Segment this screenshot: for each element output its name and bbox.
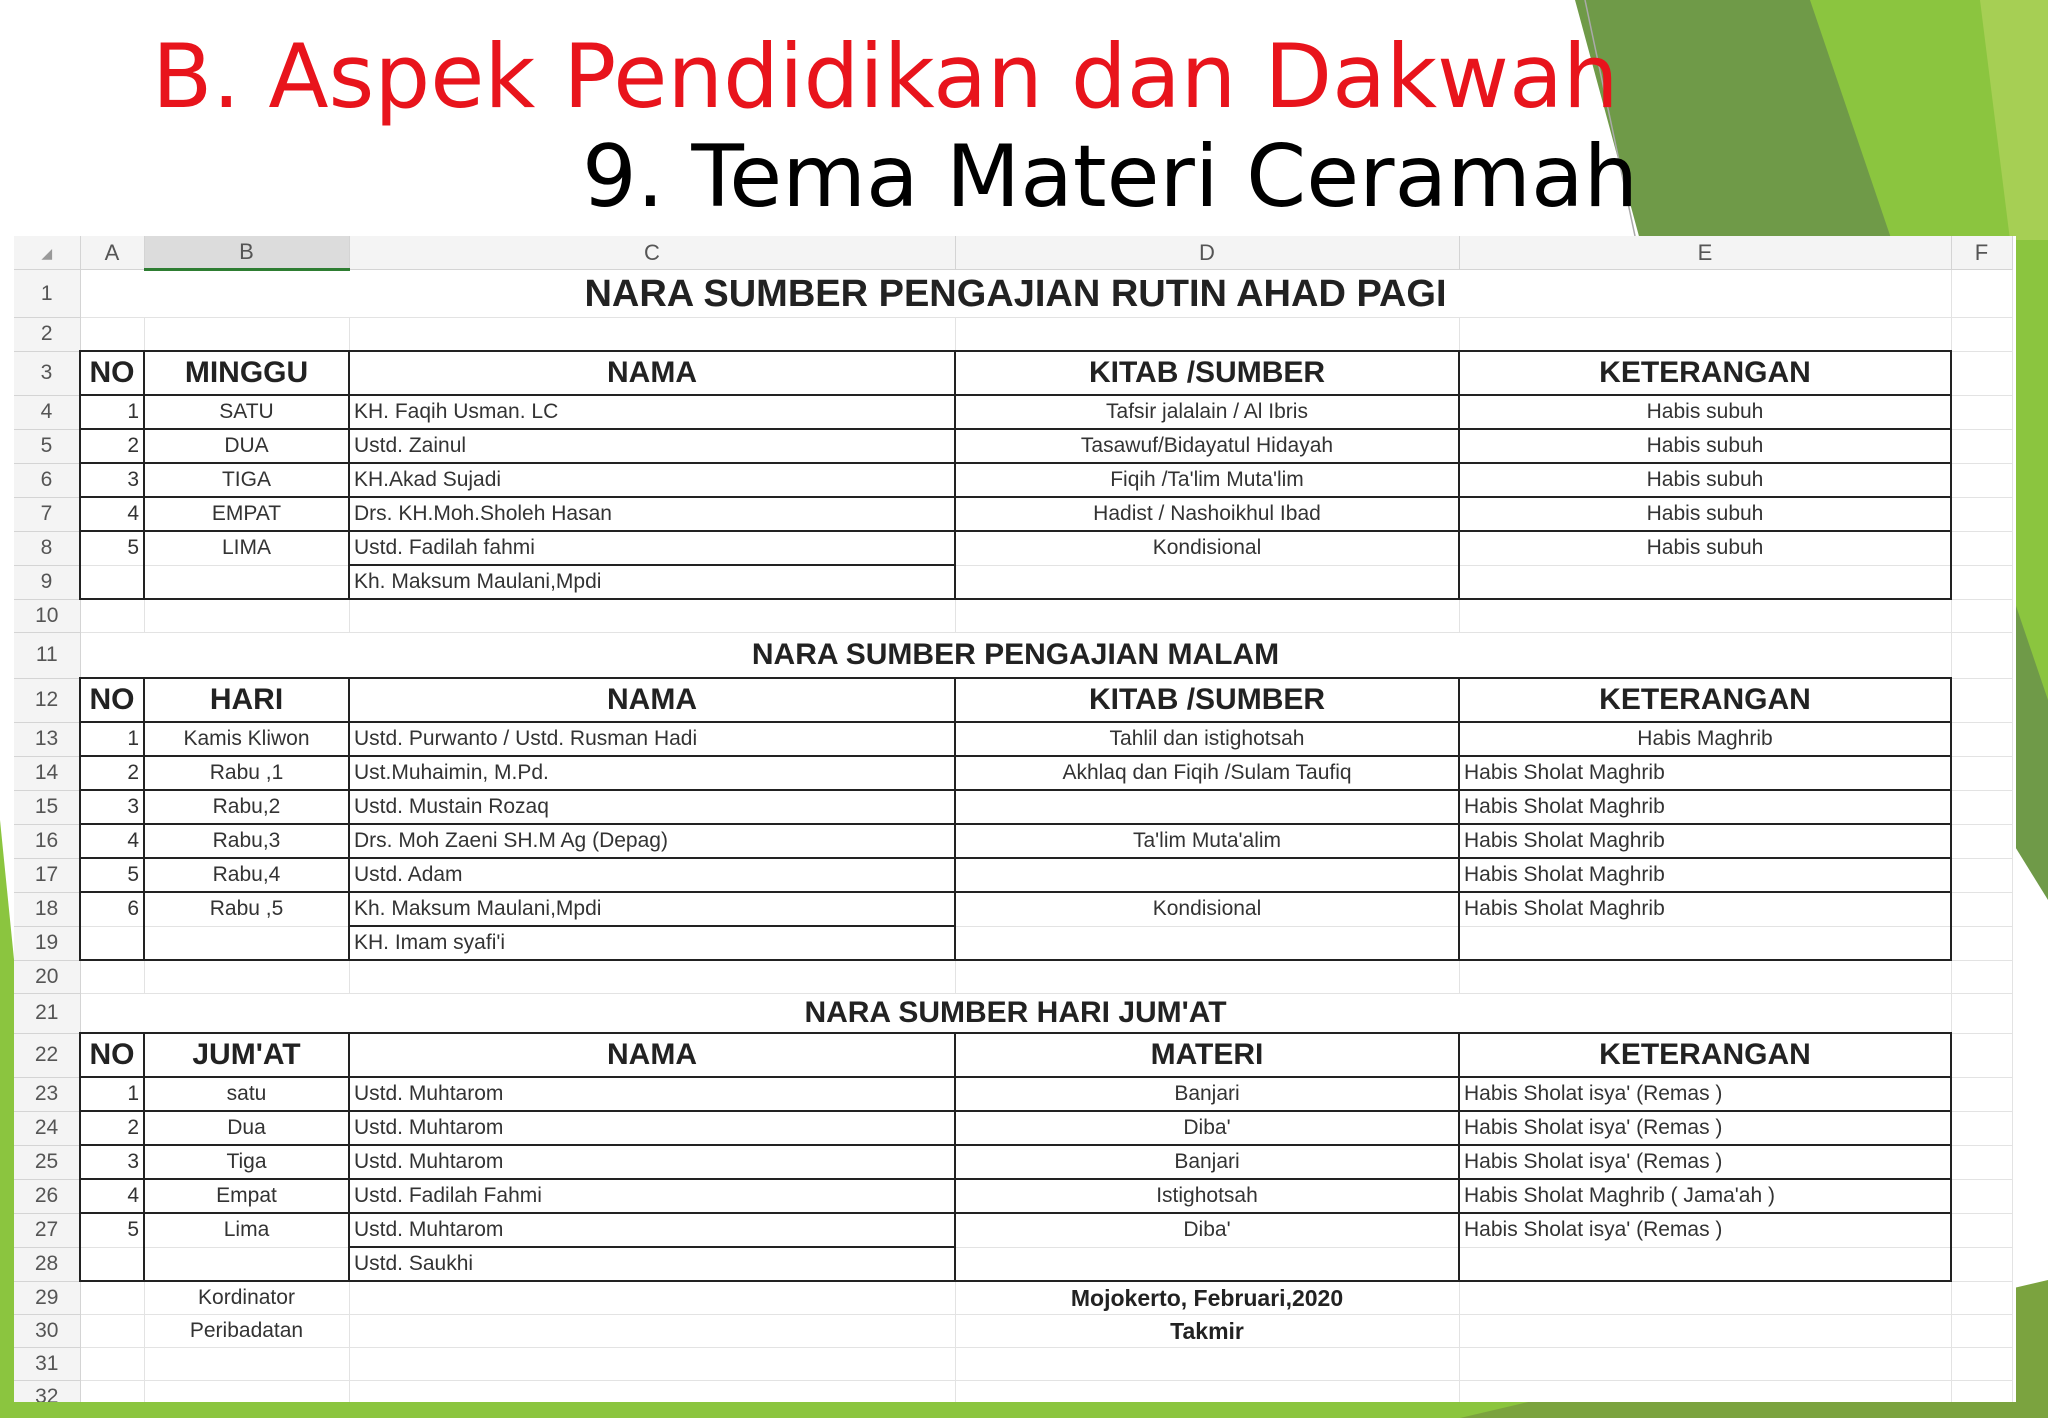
cell-empty[interactable]	[144, 1381, 349, 1403]
cell-no[interactable]: 1	[80, 395, 144, 429]
cell-hari[interactable]: Rabu ,5	[144, 892, 349, 926]
cell-keterangan[interactable]: Habis Sholat isya' (Remas )	[1459, 1077, 1951, 1111]
row-header[interactable]: 11	[14, 633, 80, 679]
table-row	[14, 565, 2012, 599]
cell-empty[interactable]	[1951, 1381, 2012, 1403]
cell-kitab[interactable]: Ta'lim Muta'alim	[955, 824, 1459, 858]
spreadsheet-screenshot	[14, 236, 2016, 1402]
row-header[interactable]: 12	[14, 678, 80, 722]
table-header-row	[14, 678, 2012, 722]
cell-empty[interactable]	[349, 1281, 955, 1315]
cell-nama[interactable]: KH.Akad Sujadi	[349, 463, 955, 497]
cell-no[interactable]: 3	[80, 463, 144, 497]
cell-hari[interactable]: Kamis Kliwon	[144, 722, 349, 756]
cell-empty[interactable]	[1459, 1281, 1951, 1315]
cell-empty[interactable]	[1951, 1179, 2012, 1213]
table-row	[14, 1111, 2012, 1145]
cell-empty[interactable]	[80, 960, 144, 994]
sheet-row	[14, 633, 2012, 679]
cell-empty[interactable]	[1951, 1247, 2012, 1281]
cell-keterangan[interactable]: Habis Sholat Maghrib	[1459, 892, 1951, 926]
cell-empty[interactable]	[1459, 318, 1951, 352]
cell-keterangan[interactable]: Habis Sholat isya' (Remas )	[1459, 1111, 1951, 1145]
cell-kitab[interactable]: Fiqih /Ta'lim Muta'lim	[955, 463, 1459, 497]
cell-empty[interactable]	[1951, 678, 2012, 722]
cell-nama[interactable]: Ustd. Fadilah Fahmi	[349, 1179, 955, 1213]
cell-empty[interactable]	[1951, 756, 2012, 790]
cell-empty[interactable]	[1951, 824, 2012, 858]
column-header-a[interactable]: A	[80, 236, 144, 270]
cell-empty[interactable]	[1951, 994, 2012, 1034]
cell-empty[interactable]	[1459, 1381, 1951, 1403]
header-materi[interactable]: MATERI	[955, 1033, 1459, 1077]
cell-empty[interactable]	[1459, 1348, 1951, 1381]
cell-nama[interactable]: KH. Imam syafi'i	[349, 926, 955, 960]
cell-empty[interactable]	[1951, 429, 2012, 463]
row-header[interactable]: 1	[14, 270, 80, 318]
sheet-row	[14, 1348, 2012, 1381]
cell-empty[interactable]	[1951, 531, 2012, 565]
cell-no[interactable]: 6	[80, 892, 144, 926]
slide-title: B. Aspek Pendidikan dan Dakwah	[152, 25, 1619, 128]
cell-keterangan[interactable]: Habis Maghrib	[1459, 722, 1951, 756]
cell-kitab[interactable]	[955, 565, 1459, 599]
table-row	[14, 497, 2012, 531]
cell-kitab[interactable]: Tahlil dan istighotsah	[955, 722, 1459, 756]
cell-empty[interactable]	[1951, 351, 2012, 395]
header-nama[interactable]: NAMA	[349, 678, 955, 722]
cell-nama[interactable]: Drs. Moh Zaeni SH.M Ag (Depag)	[349, 824, 955, 858]
row-header[interactable]: 28	[14, 1247, 80, 1281]
header-no[interactable]: NO	[80, 1033, 144, 1077]
cell-empty[interactable]	[144, 318, 349, 352]
cell-empty[interactable]	[955, 318, 1459, 352]
row-header[interactable]: 18	[14, 892, 80, 926]
cell-nama[interactable]: Ustd. Adam	[349, 858, 955, 892]
column-header-b[interactable]: B	[144, 236, 349, 270]
cell-no[interactable]: 4	[80, 1179, 144, 1213]
cell-no[interactable]	[80, 565, 144, 599]
cell-keterangan[interactable]: Habis Sholat Maghrib	[1459, 858, 1951, 892]
row-header[interactable]: 8	[14, 531, 80, 565]
table-row	[14, 429, 2012, 463]
cell-empty[interactable]	[1951, 1281, 2012, 1315]
sheet-row	[14, 1381, 2012, 1403]
cell-kitab[interactable]: Tasawuf/Bidayatul Hidayah	[955, 429, 1459, 463]
cell-empty[interactable]	[144, 599, 349, 633]
table-row	[14, 531, 2012, 565]
cell-nama[interactable]: Ustd. Muhtarom	[349, 1111, 955, 1145]
cell-keterangan[interactable]: Habis subuh	[1459, 395, 1951, 429]
row-header[interactable]: 25	[14, 1145, 80, 1179]
cell-empty[interactable]	[955, 1381, 1459, 1403]
cell-empty[interactable]	[1951, 790, 2012, 824]
table-header-row	[14, 1033, 2012, 1077]
cell-minggu[interactable]: LIMA	[144, 531, 349, 565]
cell-kitab[interactable]: Hadist / Nashoikhul Ibad	[955, 497, 1459, 531]
cell-nama[interactable]: Drs. KH.Moh.Sholeh Hasan	[349, 497, 955, 531]
cell-empty[interactable]	[1951, 565, 2012, 599]
cell-nama[interactable]: Ustd. Mustain Rozaq	[349, 790, 955, 824]
cell-empty[interactable]	[1951, 463, 2012, 497]
cell-empty[interactable]	[1951, 892, 2012, 926]
row-header[interactable]: 16	[14, 824, 80, 858]
row-header[interactable]: 23	[14, 1077, 80, 1111]
cell-empty[interactable]	[1459, 1315, 1951, 1348]
cell-no[interactable]: 1	[80, 1077, 144, 1111]
cell-no[interactable]: 3	[80, 790, 144, 824]
cell-empty[interactable]	[1459, 960, 1951, 994]
table-row	[14, 1247, 2012, 1281]
row-header[interactable]: 9	[14, 565, 80, 599]
cell-hari[interactable]	[144, 926, 349, 960]
cell-empty[interactable]	[1951, 1213, 2012, 1247]
header-nama[interactable]: NAMA	[349, 1033, 955, 1077]
cell-nama[interactable]: Ustd. Muhtarom	[349, 1145, 955, 1179]
cell-keterangan[interactable]	[1459, 1247, 1951, 1281]
row-header[interactable]: 26	[14, 1179, 80, 1213]
cell-hari[interactable]: Rabu ,1	[144, 756, 349, 790]
row-header[interactable]: 6	[14, 463, 80, 497]
cell-minggu[interactable]: TIGA	[144, 463, 349, 497]
header-kitab[interactable]: KITAB /SUMBER	[955, 678, 1459, 722]
cell-empty[interactable]	[1459, 599, 1951, 633]
header-jumat[interactable]: JUM'AT	[144, 1033, 349, 1077]
cell-materi[interactable]: Banjari	[955, 1145, 1459, 1179]
cell-kitab[interactable]: Akhlaq dan Fiqih /Sulam Taufiq	[955, 756, 1459, 790]
spreadsheet-grid	[14, 236, 2013, 1402]
row-header[interactable]: 30	[14, 1315, 80, 1348]
cell-minggu[interactable]	[144, 565, 349, 599]
cell-empty[interactable]	[1951, 497, 2012, 531]
table-row	[14, 1077, 2012, 1111]
cell-jumat[interactable]: Lima	[144, 1213, 349, 1247]
cell-empty[interactable]	[349, 318, 955, 352]
row-header[interactable]: 7	[14, 497, 80, 531]
cell-nama[interactable]: Kh. Maksum Maulani,Mpdi	[349, 892, 955, 926]
cell-keterangan[interactable]: Habis subuh	[1459, 531, 1951, 565]
cell-materi[interactable]: Istighotsah	[955, 1179, 1459, 1213]
cell-peribadatan[interactable]: Peribadatan	[144, 1315, 349, 1348]
cell-no[interactable]	[80, 1247, 144, 1281]
table-row	[14, 824, 2012, 858]
cell-empty[interactable]	[349, 1348, 955, 1381]
cell-kitab[interactable]: Kondisional	[955, 892, 1459, 926]
cell-empty[interactable]	[1951, 633, 2012, 679]
cell-keterangan[interactable]: Habis Sholat isya' (Remas )	[1459, 1213, 1951, 1247]
cell-minggu[interactable]: EMPAT	[144, 497, 349, 531]
cell-empty[interactable]	[80, 1315, 144, 1348]
header-nama[interactable]: NAMA	[349, 351, 955, 395]
header-keterangan[interactable]: KETERANGAN	[1459, 1033, 1951, 1077]
header-hari[interactable]: HARI	[144, 678, 349, 722]
row-header[interactable]: 5	[14, 429, 80, 463]
column-header-d[interactable]: D	[955, 236, 1459, 270]
sheet-row	[14, 994, 2012, 1034]
select-all-corner[interactable]: ◢	[14, 236, 80, 270]
cell-empty[interactable]	[80, 1381, 144, 1403]
cell-materi[interactable]: Diba'	[955, 1213, 1459, 1247]
table-row	[14, 858, 2012, 892]
cell-empty[interactable]	[144, 960, 349, 994]
column-header-row	[14, 236, 2012, 270]
sheet-row	[14, 270, 2012, 318]
cell-empty[interactable]	[955, 1348, 1459, 1381]
cell-empty[interactable]	[1951, 1033, 2012, 1077]
cell-kitab[interactable]	[955, 858, 1459, 892]
cell-minggu[interactable]: SATU	[144, 395, 349, 429]
row-header[interactable]: 20	[14, 960, 80, 994]
row-header[interactable]: 13	[14, 722, 80, 756]
table-row	[14, 756, 2012, 790]
table-row	[14, 1179, 2012, 1213]
cell-keterangan[interactable]	[1459, 565, 1951, 599]
cell-hari[interactable]: Rabu,4	[144, 858, 349, 892]
sheet-row	[14, 1315, 2012, 1348]
cell-no[interactable]: 5	[80, 531, 144, 565]
cell-keterangan[interactable]: Habis Sholat isya' (Remas )	[1459, 1145, 1951, 1179]
cell-empty[interactable]	[1951, 599, 2012, 633]
cell-keterangan[interactable]: Habis subuh	[1459, 463, 1951, 497]
cell-empty[interactable]	[1951, 1145, 2012, 1179]
row-header[interactable]: 32	[14, 1381, 80, 1403]
cell-jumat[interactable]	[144, 1247, 349, 1281]
cell-no[interactable]: 3	[80, 1145, 144, 1179]
cell-keterangan[interactable]: Habis Sholat Maghrib ( Jama'ah )	[1459, 1179, 1951, 1213]
section-title-jumat: NARA SUMBER HARI JUM'AT	[80, 994, 1951, 1034]
cell-hari[interactable]: Rabu,3	[144, 824, 349, 858]
cell-empty[interactable]	[1951, 858, 2012, 892]
cell-materi[interactable]: Banjari	[955, 1077, 1459, 1111]
cell-takmir[interactable]: Takmir	[955, 1315, 1459, 1348]
cell-empty[interactable]	[955, 960, 1459, 994]
cell-keterangan[interactable]: Habis Sholat Maghrib	[1459, 756, 1951, 790]
row-header[interactable]: 31	[14, 1348, 80, 1381]
cell-no[interactable]: 4	[80, 497, 144, 531]
sheet-row	[14, 318, 2012, 352]
column-header-e[interactable]: E	[1459, 236, 1951, 270]
cell-empty[interactable]	[80, 599, 144, 633]
table-header-row	[14, 351, 2012, 395]
cell-kitab[interactable]	[955, 926, 1459, 960]
cell-empty[interactable]	[349, 599, 955, 633]
header-no[interactable]: NO	[80, 351, 144, 395]
cell-nama[interactable]: Ustd. Purwanto / Ustd. Rusman Hadi	[349, 722, 955, 756]
cell-keterangan[interactable]: Habis Sholat Maghrib	[1459, 824, 1951, 858]
cell-no[interactable]: 5	[80, 858, 144, 892]
section-title-malam: NARA SUMBER PENGAJIAN MALAM	[80, 633, 1951, 679]
cell-keterangan[interactable]: Habis subuh	[1459, 497, 1951, 531]
header-keterangan[interactable]: KETERANGAN	[1459, 678, 1951, 722]
sheet-row	[14, 599, 2012, 633]
cell-kitab[interactable]	[955, 790, 1459, 824]
cell-empty[interactable]	[1951, 270, 2012, 318]
row-header[interactable]: 17	[14, 858, 80, 892]
cell-no[interactable]	[80, 926, 144, 960]
row-header[interactable]: 10	[14, 599, 80, 633]
row-header[interactable]: 19	[14, 926, 80, 960]
cell-jumat[interactable]: satu	[144, 1077, 349, 1111]
cell-nama[interactable]: Ustd. Fadilah fahmi	[349, 531, 955, 565]
cell-nama[interactable]: Ustd. Muhtarom	[349, 1213, 955, 1247]
cell-nama[interactable]: KH. Faqih Usman. LC	[349, 395, 955, 429]
cell-empty[interactable]	[1951, 318, 2012, 352]
table-row	[14, 790, 2012, 824]
sheet-row	[14, 960, 2012, 994]
cell-jumat[interactable]: Empat	[144, 1179, 349, 1213]
cell-nama[interactable]: Ustd. Zainul	[349, 429, 955, 463]
cell-empty[interactable]	[1951, 926, 2012, 960]
cell-empty[interactable]	[80, 1281, 144, 1315]
cell-jumat[interactable]: Tiga	[144, 1145, 349, 1179]
section-title-ahad-pagi: NARA SUMBER PENGAJIAN RUTIN AHAD PAGI	[80, 270, 1951, 318]
cell-empty[interactable]	[1951, 1315, 2012, 1348]
row-header[interactable]: 29	[14, 1281, 80, 1315]
sheet-row	[14, 1281, 2012, 1315]
cell-nama[interactable]: Kh. Maksum Maulani,Mpdi	[349, 565, 955, 599]
cell-kitab[interactable]: Kondisional	[955, 531, 1459, 565]
cell-materi[interactable]: Diba'	[955, 1111, 1459, 1145]
slide-subtitle: 9. Tema Materi Ceramah	[582, 127, 1639, 227]
row-header[interactable]: 21	[14, 994, 80, 1034]
cell-no[interactable]: 2	[80, 756, 144, 790]
cell-keterangan[interactable]	[1459, 926, 1951, 960]
table-row	[14, 463, 2012, 497]
header-minggu[interactable]: MINGGU	[144, 351, 349, 395]
cell-materi[interactable]	[955, 1247, 1459, 1281]
table-row	[14, 1213, 2012, 1247]
cell-empty[interactable]	[1951, 1348, 2012, 1381]
cell-empty[interactable]	[349, 1315, 955, 1348]
row-header[interactable]: 27	[14, 1213, 80, 1247]
row-header[interactable]: 22	[14, 1033, 80, 1077]
cell-empty[interactable]	[955, 599, 1459, 633]
header-keterangan[interactable]: KETERANGAN	[1459, 351, 1951, 395]
table-row	[14, 395, 2012, 429]
table-row	[14, 1145, 2012, 1179]
cell-empty[interactable]	[1951, 1111, 2012, 1145]
column-header-f[interactable]: F	[1951, 236, 2012, 270]
cell-kitab[interactable]: Tafsir jalalain / Al Ibris	[955, 395, 1459, 429]
cell-empty[interactable]	[349, 1381, 955, 1403]
cell-place-date[interactable]: Mojokerto, Februari,2020	[955, 1281, 1459, 1315]
row-header[interactable]: 4	[14, 395, 80, 429]
cell-no[interactable]: 5	[80, 1213, 144, 1247]
cell-keterangan[interactable]: Habis Sholat Maghrib	[1459, 790, 1951, 824]
row-header[interactable]: 3	[14, 351, 80, 395]
header-no[interactable]: NO	[80, 678, 144, 722]
table-row	[14, 722, 2012, 756]
cell-nama[interactable]: Ust.Muhaimin, M.Pd.	[349, 756, 955, 790]
row-header[interactable]: 14	[14, 756, 80, 790]
cell-jumat[interactable]: Dua	[144, 1111, 349, 1145]
cell-empty[interactable]	[1951, 395, 2012, 429]
cell-empty[interactable]	[349, 960, 955, 994]
header-kitab[interactable]: KITAB /SUMBER	[955, 351, 1459, 395]
row-header[interactable]: 15	[14, 790, 80, 824]
cell-hari[interactable]: Rabu,2	[144, 790, 349, 824]
cell-no[interactable]: 2	[80, 1111, 144, 1145]
cell-empty[interactable]	[80, 318, 144, 352]
cell-no[interactable]: 2	[80, 429, 144, 463]
table-row	[14, 892, 2012, 926]
row-header[interactable]: 2	[14, 318, 80, 352]
cell-no[interactable]: 1	[80, 722, 144, 756]
row-header[interactable]: 24	[14, 1111, 80, 1145]
cell-nama[interactable]: Ustd. Saukhi	[349, 1247, 955, 1281]
cell-no[interactable]: 4	[80, 824, 144, 858]
cell-keterangan[interactable]: Habis subuh	[1459, 429, 1951, 463]
cell-empty[interactable]	[1951, 1077, 2012, 1111]
table-row	[14, 926, 2012, 960]
cell-empty[interactable]	[1951, 960, 2012, 994]
cell-empty[interactable]	[1951, 722, 2012, 756]
cell-empty[interactable]	[144, 1348, 349, 1381]
cell-nama[interactable]: Ustd. Muhtarom	[349, 1077, 955, 1111]
cell-minggu[interactable]: DUA	[144, 429, 349, 463]
cell-empty[interactable]	[80, 1348, 144, 1381]
cell-kordinator[interactable]: Kordinator	[144, 1281, 349, 1315]
column-header-c[interactable]: C	[349, 236, 955, 270]
